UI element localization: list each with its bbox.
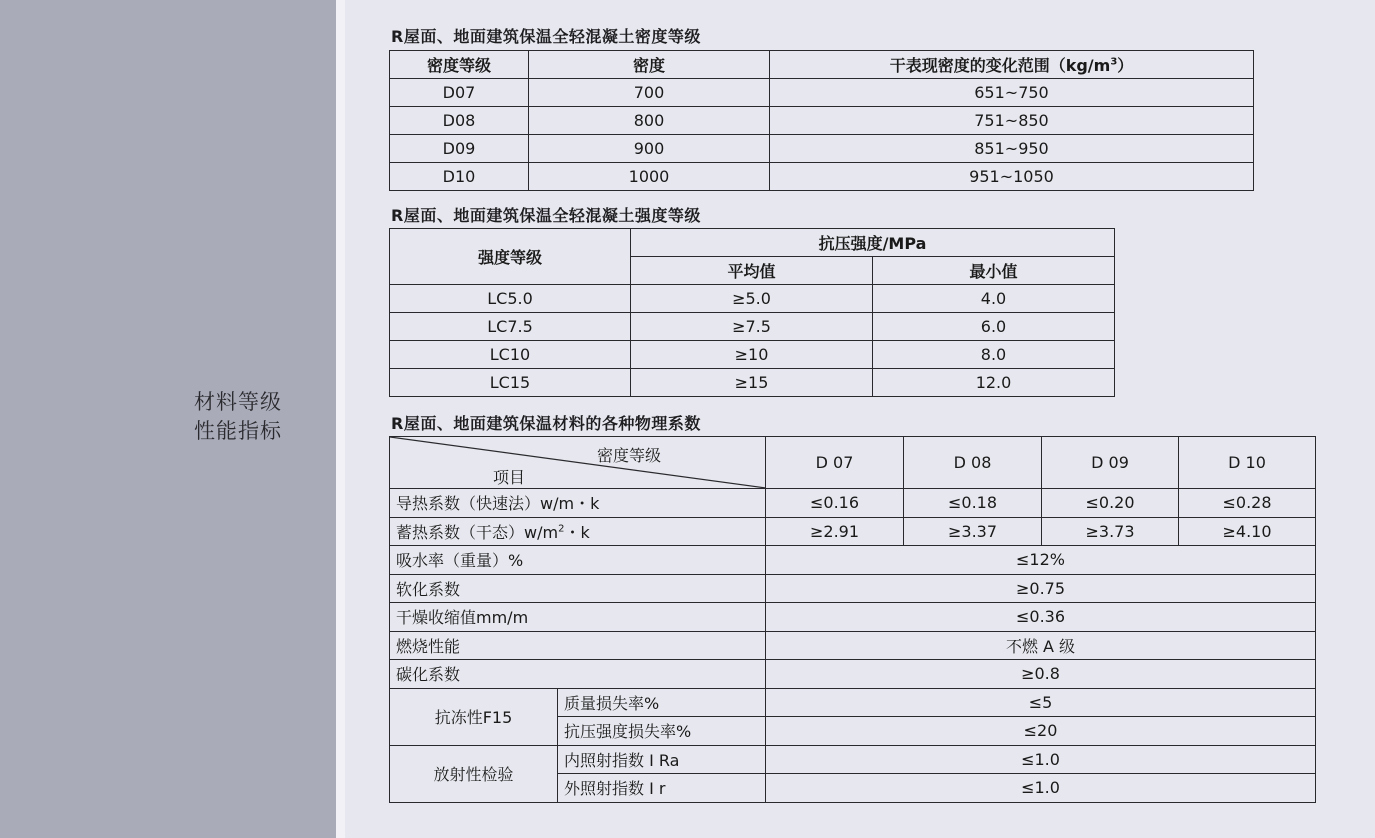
cell-average: ≥7.5 xyxy=(631,313,873,341)
label-external-exposure: 外照射指数 I r xyxy=(558,774,766,803)
heat-storage-suffix: ・k xyxy=(564,522,590,542)
header-density-range xyxy=(770,51,1254,79)
value-carbonation: ≥0.8 xyxy=(766,660,1316,689)
table-row xyxy=(390,574,1316,603)
label-frost-resistance: 抗冻性F15 xyxy=(390,688,558,745)
cell-density: 800 xyxy=(529,107,770,135)
cell-grade: D08 xyxy=(390,107,529,135)
cell-range: 951~1050 xyxy=(770,163,1254,191)
table2-caption: R屋面、地面建筑保温全轻混凝土强度等级 xyxy=(391,206,701,225)
cell-value: ≥2.91 xyxy=(766,517,904,546)
cell-range: 751~850 xyxy=(770,107,1254,135)
table1-caption: R屋面、地面建筑保温全轻混凝土密度等级 xyxy=(391,27,701,46)
table3-caption: R屋面、地面建筑保温材料的各种物理系数 xyxy=(391,414,701,433)
label-internal-exposure: 内照射指数 I Ra xyxy=(558,745,766,774)
table-row xyxy=(390,341,1115,369)
cell-value: ≤0.28 xyxy=(1179,489,1316,518)
cell-grade: LC10 xyxy=(390,341,631,369)
cell-density: 1000 xyxy=(529,163,770,191)
table-row xyxy=(390,285,1115,313)
cell-grade: D10 xyxy=(390,163,529,191)
header-range-prefix: 干表现密度的变化范围（kg/m xyxy=(889,56,1111,75)
header-density: 密度 xyxy=(529,51,770,79)
cell-grade: LC5.0 xyxy=(390,285,631,313)
cell-minimum: 6.0 xyxy=(873,313,1115,341)
cell-value: ≥3.37 xyxy=(904,517,1042,546)
table-header-row xyxy=(390,51,1254,79)
value-water-absorption: ≤12% xyxy=(766,546,1316,575)
cell-density: 700 xyxy=(529,79,770,107)
label-strength-loss: 抗压强度损失率% xyxy=(558,717,766,746)
table-row xyxy=(390,688,1316,717)
label-radioactivity: 放射性检验 xyxy=(390,745,558,802)
cell-value: ≥3.73 xyxy=(1042,517,1179,546)
heat-storage-prefix: 蓄热系数（干态）w/m xyxy=(396,522,559,542)
cell-average: ≥5.0 xyxy=(631,285,873,313)
table-row xyxy=(390,79,1254,107)
value-softening-coefficient: ≥0.75 xyxy=(766,574,1316,603)
value-strength-loss: ≤20 xyxy=(766,717,1316,746)
table-row xyxy=(390,489,1316,518)
cell-minimum: 8.0 xyxy=(873,341,1115,369)
cell-value: ≥4.10 xyxy=(1179,517,1316,546)
cell-average: ≥15 xyxy=(631,369,873,397)
header-average: 平均值 xyxy=(631,257,873,285)
label-heat-storage xyxy=(390,517,766,546)
cell-value: ≤0.20 xyxy=(1042,489,1179,518)
label-carbonation: 碳化系数 xyxy=(390,660,766,689)
cell-minimum: 12.0 xyxy=(873,369,1115,397)
value-combustion: 不燃 A 级 xyxy=(766,631,1316,660)
value-internal-exposure: ≤1.0 xyxy=(766,745,1316,774)
table-row xyxy=(390,660,1316,689)
header-grade-d07: D 07 xyxy=(766,437,904,489)
header-compressive-strength: 抗压强度/MPa xyxy=(631,229,1115,257)
label-water-absorption: 吸水率（重量）% xyxy=(390,546,766,575)
diagonal-header-cell xyxy=(390,437,766,489)
density-grade-table xyxy=(389,50,1254,191)
cell-value: ≤0.18 xyxy=(904,489,1042,518)
label-combustion: 燃烧性能 xyxy=(390,631,766,660)
cell-average: ≥10 xyxy=(631,341,873,369)
cell-range: 651~750 xyxy=(770,79,1254,107)
label-thermal-conductivity: 导热系数（快速法）w/m・k xyxy=(390,489,766,518)
header-grade-d09: D 09 xyxy=(1042,437,1179,489)
label-drying-shrinkage: 干燥收缩值mm/m xyxy=(390,603,766,632)
sidebar-title xyxy=(194,388,282,446)
table-row xyxy=(390,369,1115,397)
header-grade-d08: D 08 xyxy=(904,437,1042,489)
label-mass-loss: 质量损失率% xyxy=(558,688,766,717)
cell-value: ≤0.16 xyxy=(766,489,904,518)
cell-grade: D07 xyxy=(390,79,529,107)
cell-grade: D09 xyxy=(390,135,529,163)
header-range-sup: 3 xyxy=(1110,56,1118,68)
table-row xyxy=(390,135,1254,163)
table-row xyxy=(390,107,1254,135)
table-row xyxy=(390,745,1316,774)
sidebar-title-line2: 性能指标 xyxy=(194,419,282,443)
table-row xyxy=(390,631,1316,660)
corner-label-density-grade: 密度等级 xyxy=(596,446,661,465)
table-row xyxy=(390,163,1254,191)
table-row xyxy=(390,546,1316,575)
sidebar xyxy=(0,0,336,838)
value-external-exposure: ≤1.0 xyxy=(766,774,1316,803)
header-density-grade: 密度等级 xyxy=(390,51,529,79)
cell-grade: LC7.5 xyxy=(390,313,631,341)
cell-range: 851~950 xyxy=(770,135,1254,163)
divider-strip xyxy=(336,0,345,838)
table-row xyxy=(390,517,1316,546)
header-minimum: 最小值 xyxy=(873,257,1115,285)
header-range-suffix: ） xyxy=(1117,56,1134,75)
sidebar-title-line1: 材料等级 xyxy=(194,390,282,414)
physical-coefficients-table xyxy=(389,436,1316,803)
header-strength-grade: 强度等级 xyxy=(390,229,631,285)
value-mass-loss: ≤5 xyxy=(766,688,1316,717)
value-drying-shrinkage: ≤0.36 xyxy=(766,603,1316,632)
cell-grade: LC15 xyxy=(390,369,631,397)
header-grade-d10: D 10 xyxy=(1179,437,1316,489)
table-header-row xyxy=(390,229,1115,257)
heat-storage-sup: 2 xyxy=(558,523,565,535)
cell-density: 900 xyxy=(529,135,770,163)
corner-label-item: 项目 xyxy=(493,468,526,487)
table-row xyxy=(390,603,1316,632)
label-softening-coefficient: 软化系数 xyxy=(390,574,766,603)
cell-minimum: 4.0 xyxy=(873,285,1115,313)
diagonal-line xyxy=(390,437,766,488)
table-row xyxy=(390,313,1115,341)
table-header-row xyxy=(390,437,1316,489)
strength-grade-table xyxy=(389,228,1115,397)
